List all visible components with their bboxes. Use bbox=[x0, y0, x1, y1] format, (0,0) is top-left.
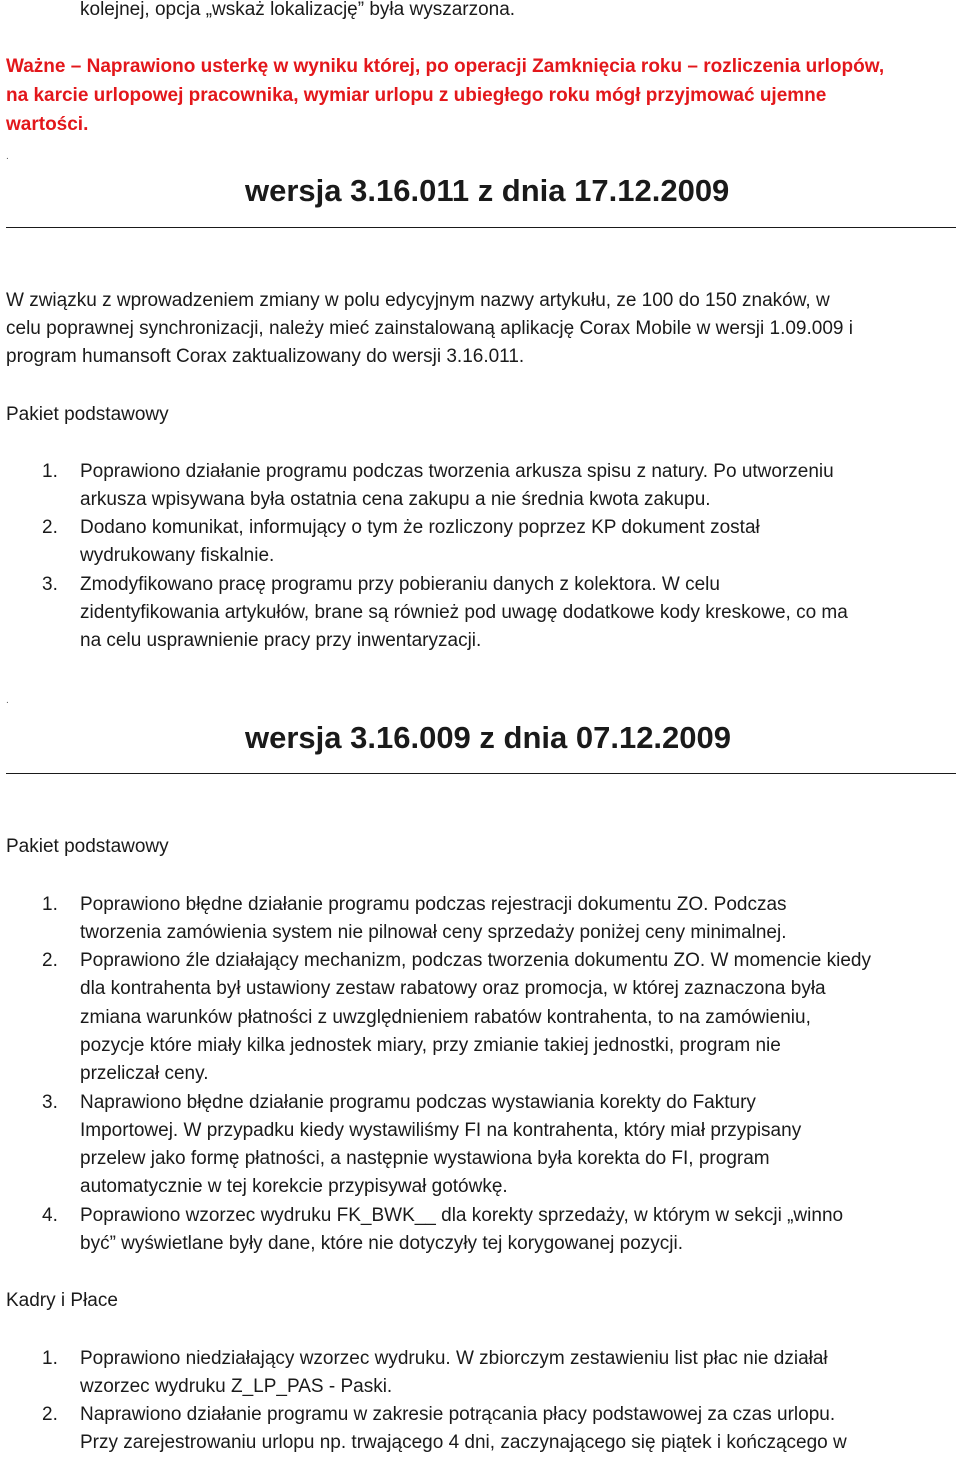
release-heading-3-16-011: wersja 3.16.011 z dnia 17.12.2009 bbox=[245, 173, 730, 208]
list-item-line: arkusza wpisywana była ostatnia cena zakupu a nie średnia kwota zakupu. bbox=[80, 489, 711, 510]
intro-line-3: program humansoft Corax zaktualizowany do wersji 3.16.011. bbox=[6, 346, 525, 367]
important-notice-line-3: wartości. bbox=[6, 114, 89, 135]
list-item-line: Przy zarejestrowaniu urlopu np. trwającego 4 dni, zaczynającego się piątek i kończącego w bbox=[80, 1432, 847, 1453]
list-item-line: wzorzec wydruku Z_LP_PAS - Paski. bbox=[80, 1376, 393, 1397]
important-notice-line-2: na karcie urlopowej pracownika, wymiar urlopu z ubiegłego roku mógł przyjmować ujemne bbox=[6, 85, 827, 106]
list-item-line: Naprawiono działanie programu w zakresie potrącania płacy podstawowej za czas urlopu. bbox=[80, 1404, 836, 1425]
section-title-pakiet-podstawowy: Pakiet podstawowy bbox=[6, 836, 169, 857]
list-item-line: pozycje które miały kilka jednostek miary, przy zmianie takiej jednostki, program nie bbox=[80, 1035, 781, 1056]
intro-line-2: celu poprawnej synchronizacji, należy mieć zainstalowaną aplikację Corax Mobile w wersji 1.09.009 i bbox=[6, 318, 853, 339]
list-item-number: 2. bbox=[42, 1404, 58, 1425]
list-item-line: Importowej. W przypadku kiedy wystawiliśmy FI na kontrahenta, który miał przypisany bbox=[80, 1120, 802, 1141]
list-item-line: Poprawiono działanie programu podczas tworzenia arkusza spisu z natury. Po utworzeniu bbox=[80, 461, 834, 482]
section-title-pakiet-podstawowy: Pakiet podstawowy bbox=[6, 404, 169, 425]
list-item-line: wydrukowany fiskalnie. bbox=[80, 545, 275, 566]
important-notice-line-1: Ważne – Naprawiono usterkę w wyniku której, po operacji Zamknięcia roku – rozliczenia urlopów, bbox=[6, 56, 885, 77]
list-item-number: 3. bbox=[42, 574, 58, 595]
list-item-line: Poprawiono niedziałający wzorzec wydruku. W zbiorczym zestawieniu list płac nie działał bbox=[80, 1348, 828, 1369]
list-item-number: 2. bbox=[42, 950, 58, 971]
heading-rule bbox=[6, 227, 956, 228]
list-item-line: Poprawiono wzorzec wydruku FK_BWK__ dla korekty sprzedaży, w którym w sekcji „winno bbox=[80, 1205, 844, 1226]
list-item-number: 3. bbox=[42, 1092, 58, 1113]
spacer-mark: . bbox=[6, 695, 9, 706]
list-item-line: Poprawiono błędne działanie programu podczas rejestracji dokumentu ZO. Podczas bbox=[80, 894, 787, 915]
list-item-line: Dodano komunikat, informujący o tym że rozliczony poprzez KP dokument został bbox=[80, 517, 760, 538]
list-item-line: Naprawiono błędne działanie programu podczas wystawiania korekty do Faktury bbox=[80, 1092, 756, 1113]
list-item-line: Zmodyfikowano pracę programu przy pobieraniu danych z kolektora. W celu bbox=[80, 574, 720, 595]
list-item-line: być” wyświetlane były dane, które nie dotyczyły tej korygowanej pozycji. bbox=[80, 1233, 683, 1254]
list-item-number: 1. bbox=[42, 461, 58, 482]
list-item-line: dla kontrahenta był ustawiony zestaw rabatowy oraz promocja, w której zaznaczona była bbox=[80, 978, 826, 999]
list-item-line: Poprawiono źle działający mechanizm, podczas tworzenia dokumentu ZO. W momencie kiedy bbox=[80, 950, 871, 971]
list-item-line: zidentyfikowania artykułów, brane są również pod uwagę dodatkowe kody kreskowe, co ma bbox=[80, 602, 848, 623]
list-item-number: 4. bbox=[42, 1205, 58, 1226]
list-item-number: 1. bbox=[42, 1348, 58, 1369]
list-item-line: zmiana warunków płatności z uwzględnieniem rabatów kontrahenta, to na zamówieniu, bbox=[80, 1007, 811, 1028]
list-item-line: przelew jako formę płatności, a następnie wystawiona była korekta do FI, program bbox=[80, 1148, 770, 1169]
continued-text-line: kolejnej, opcja „wskaż lokalizację” była wyszarzona. bbox=[80, 0, 516, 20]
intro-line-1: W związku z wprowadzeniem zmiany w polu edycyjnym nazwy artykułu, ze 100 do 150 znaków, w bbox=[6, 290, 830, 311]
list-item-line: tworzenia zamówienia system nie pilnował ceny sprzedaży poniżej ceny minimalnej. bbox=[80, 922, 787, 943]
list-item-number: 1. bbox=[42, 894, 58, 915]
release-heading-3-16-009: wersja 3.16.009 z dnia 07.12.2009 bbox=[245, 720, 732, 755]
list-item-line: przeliczał ceny. bbox=[80, 1063, 209, 1084]
list-item-line: automatycznie w tej korekcie przypisywał gotówkę. bbox=[80, 1176, 508, 1197]
heading-rule bbox=[6, 773, 956, 774]
section-title-kadry-i-place: Kadry i Płace bbox=[6, 1290, 118, 1311]
spacer-mark: . bbox=[6, 151, 9, 162]
list-item-line: na celu usprawnienie pracy przy inwentaryzacji. bbox=[80, 630, 482, 651]
list-item-number: 2. bbox=[42, 517, 58, 538]
